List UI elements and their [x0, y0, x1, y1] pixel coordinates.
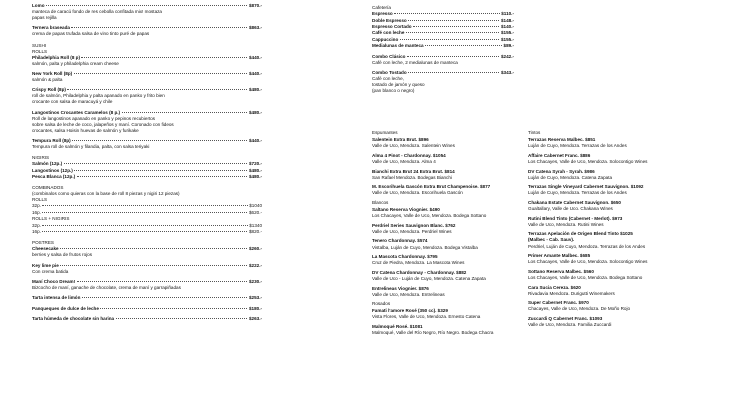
menu-item: [372, 11, 514, 17]
menu-item: [32, 295, 262, 301]
wine-origin: Vistalba, Luján de Cuyo, Mendoza. Bodega Vistalba: [372, 244, 478, 250]
wine-section-title: Tintos: [528, 130, 541, 135]
menu-item-description: roll de salmón, Philadelphia y palta apanado en panko y frito bien: [32, 93, 165, 99]
wine-item: [372, 169, 512, 181]
menu-item-row: [32, 210, 262, 216]
menu-item-name: Combo Clásico: [372, 53, 406, 59]
menu-item-description: Tempura roll de salmón y filandia, palta, con salsa teriyaki: [32, 144, 150, 150]
wine-name: Sottano Reserva Malbec. $560: [528, 268, 594, 274]
menu-item-price: $230.-: [248, 278, 262, 284]
wine-item: [528, 216, 668, 228]
wine-item: [528, 300, 668, 312]
menu-item-row: [32, 295, 262, 301]
menu-item: [32, 210, 262, 216]
menu-item-name: Langostinos (12p.): [32, 167, 73, 173]
dot-leader: [42, 225, 247, 226]
dot-leader: [394, 13, 500, 14]
wine-origin: Luján de Cuyo, Mendoza. Terrazas de los Andes: [528, 143, 627, 149]
section-heading-line: COMBINADOS: [32, 185, 64, 191]
menu-item-name: Panqueques de dulce de leche: [32, 305, 99, 311]
menu-item: [32, 174, 262, 180]
menu-column-food: [32, 3, 262, 326]
menu-item-price: $110.-: [501, 11, 514, 17]
menu-item: [32, 306, 262, 312]
menu-item-name: Espresso: [372, 11, 393, 17]
menu-item-description: manteca de caracú fondo de res cebolla confitada mix! mostaza: [32, 9, 162, 15]
menu-item-description: berries y salsa de frutos rojos: [32, 252, 92, 258]
menu-item-name: Tarta intensa de limón: [32, 295, 81, 301]
wine-origin: Valle de Uco, Mendoza. Escorihuela Gascón: [372, 190, 463, 196]
wine-name: Zuccardi Q Cabernet Franc. $1093: [528, 316, 603, 322]
menu-item-description: salmón & palta: [32, 77, 63, 82]
wine-name: Affaire Cabernet Franc. $886: [528, 152, 591, 158]
menu-item-name: Key lime pie: [32, 262, 59, 268]
wine-origin: Vista Flores, Valle de Uco, Mendoza. Ernesto Catena: [372, 314, 481, 320]
wine-name: Salentein Extra Brut. $896: [372, 137, 429, 143]
wine-name: La Mascota Chardonnay. $795: [372, 254, 438, 260]
dot-leader: [425, 45, 502, 46]
menu-item-name: Philadelphia Roll (8 p): [32, 54, 80, 60]
menu-item: [372, 30, 514, 36]
wine-item: [372, 324, 512, 336]
dot-leader: [46, 5, 247, 6]
dot-leader: [71, 27, 247, 28]
menu-item-price: $140.-: [500, 23, 514, 29]
dot-leader: [72, 140, 247, 141]
menu-item-price: $480.-: [248, 167, 262, 173]
menu-item-name: 32p.: [32, 203, 41, 209]
wine-item: [372, 270, 512, 282]
wine-origin: San Rafael Mendoza. Bodegas Bianchi: [372, 174, 452, 180]
menu-item-description: Café con leche,: [372, 75, 404, 81]
menu-item: [32, 3, 262, 21]
menu-item: [32, 168, 262, 174]
menu-item-price: $1340: [249, 222, 262, 228]
wine-item: [372, 184, 512, 196]
menu-item-price: $480.-: [248, 174, 262, 180]
menu-item-name: Tarta húmeda de chocolate sin harina: [32, 315, 115, 321]
menu-item-row: [32, 216, 262, 222]
menu-item-price: $89.-: [503, 43, 514, 49]
wine-name: Cara Sucia Cereza. $620: [528, 284, 581, 290]
menu-item-name: Combo Tostado: [372, 69, 407, 75]
wine-name: Super Cabernet Franc. $970: [528, 300, 589, 306]
menu-column-wines-white: [372, 130, 512, 340]
wine-name: Terrazas Reserva Malbec. $851: [528, 137, 596, 143]
menu-item: [32, 229, 262, 235]
section-heading-line: ROLLS: [32, 48, 48, 54]
wine-item: [528, 137, 668, 149]
wine-name: Chakana Estate Cabernet Sauvignon. $650: [528, 199, 621, 205]
menu-item-row: [32, 306, 262, 312]
wine-origin: Valle de Uco, Mendoza. Salentein Wines: [372, 143, 455, 149]
wine-name: Rutini Blend Tinto (Cabernet - Merlot). $973: [528, 215, 623, 221]
wine-item: [528, 285, 668, 297]
wine-origin: Valle de Uco, Mendoza. Alma 4: [372, 158, 436, 164]
menu-item-name: 16p.: [32, 229, 41, 235]
menu-item-price: $222.-: [248, 262, 262, 268]
section-heading-line: ROLLS: [32, 197, 48, 203]
menu-item-name: Café con leche: [372, 30, 405, 36]
menu-item: [32, 279, 262, 291]
menu-item-price: $620.-: [248, 209, 262, 215]
wine-item: [528, 253, 668, 265]
menu-item-name: Espresso Cortado: [372, 23, 412, 29]
menu-item-row: [32, 316, 262, 322]
dot-leader: [74, 170, 247, 171]
menu-item-price: $440.-: [248, 54, 262, 60]
menu-item-row: [372, 18, 514, 24]
menu-item-price: $155.-: [500, 30, 514, 36]
menu-item-row: [372, 24, 514, 30]
menu-column-wines-red: [528, 130, 668, 332]
wine-subsection-title: Blancos: [372, 199, 389, 205]
section-heading-line: NIGIRIS: [32, 155, 50, 161]
wine-origin: Valle de Uco, Mendoza. Rutini Wines: [528, 221, 604, 227]
dot-leader: [42, 231, 247, 232]
wine-item: [372, 137, 512, 149]
wine-item: [372, 223, 512, 235]
section-heading-line: (combinalos como quieras con la base de roll 8 piezas y nigiri 12 piezas): [32, 191, 180, 197]
wine-name: Alma 4 Pinot - Chardonnay. $1054: [372, 152, 446, 158]
menu-item-price: $720.-: [248, 161, 262, 167]
wine-item: [528, 200, 668, 212]
menu-item-description: Bizcocho de maní, ganache de chocolate, crema de maní y garrapiñadas: [32, 285, 181, 291]
wine-item: [372, 238, 512, 250]
menu-item-price: $155.-: [500, 36, 514, 42]
menu-item-row: [32, 174, 262, 180]
menu-item-name: Pesca Blanca (12p.): [32, 174, 76, 180]
menu-item: [372, 70, 514, 94]
dot-leader: [122, 112, 248, 113]
menu-item-price: $480.-: [248, 109, 262, 115]
menu-item: [32, 316, 262, 322]
menu-item-description: sobre salsa de leche de coco, jalapeños y maní. Coronado con fideos: [32, 121, 174, 127]
dot-leader: [60, 248, 247, 249]
menu-item: [32, 223, 262, 229]
wine-varietal: (Malbec - Cab. Sauv).: [528, 237, 575, 243]
wine-origin: Valle de Uco, Mendoza. Familia Zuccardi: [528, 322, 612, 328]
menu-item-name: Medialunas de manteca: [372, 43, 424, 49]
menu-item: [32, 25, 262, 37]
menu-item: [372, 18, 514, 24]
menu-item-price: $1040: [249, 203, 262, 209]
wine-origin: Luján de Cuyo, Mendoza. Catena Zapata: [528, 174, 613, 180]
menu-item-name: Salmón (12p.): [32, 161, 63, 167]
wine-item: [372, 286, 512, 298]
dot-leader: [408, 72, 499, 73]
wine-origin: Rivadavia Mendoza. Durigutti Winemakers: [528, 290, 615, 296]
wine-name: Tenero Chardonnay. $574: [372, 238, 428, 244]
menu-item-name: Langostinos Crocantes Caramelos (8 p.): [32, 109, 121, 115]
menu-item: [32, 246, 262, 258]
section-heading-line: SUSHI: [32, 42, 47, 48]
section-heading: [32, 43, 262, 55]
wine-name: Famati l'amore Rosé (350 cc). $329: [372, 308, 448, 314]
wine-origin: Chacayes, Valle de Uco, Mendoza. De Moño Rojo: [528, 306, 631, 312]
menu-item-price: $148.-: [500, 17, 514, 23]
wine-name: Saltano Reserva Viognier. $490: [372, 207, 440, 212]
menu-item-price: $343.-: [500, 69, 514, 75]
menu-item-name: Ternera braseada: [32, 25, 70, 31]
menu-item: [32, 110, 262, 134]
wine-item: [372, 308, 512, 320]
menu-item: [372, 43, 514, 49]
wine-origin: Luján de Cuyo, Mendoza. Terrazas de los Andes: [528, 190, 627, 196]
wine-origin: Los Chacayes, Valle de Uco, Mendoza. Solocontigo Wines: [528, 259, 648, 265]
dot-leader: [60, 265, 247, 266]
menu-item: [32, 161, 262, 167]
wine-item: [372, 254, 512, 266]
menu-item-description: Con crema batida: [32, 268, 69, 274]
menu-item-name: 16p.: [32, 209, 41, 215]
dot-leader: [82, 297, 248, 298]
menu-item: [32, 55, 262, 67]
dot-leader: [77, 281, 248, 282]
dot-leader: [67, 89, 247, 90]
wine-item: [528, 153, 668, 165]
wine-subsection-title: Rosados: [372, 301, 391, 307]
menu-item-price: $263.-: [248, 315, 262, 321]
wine-origin: Valle de Uco - Luján de Cuyo, Mendoza. Catena Zapata: [372, 275, 486, 281]
wine-name: Malmoqué Rosé. $1081: [372, 324, 423, 330]
menu-item-row: [372, 37, 514, 43]
menu-item: [32, 203, 262, 209]
menu-item-description: crocantes, salsa Hoisin huevas de salmón y furikake: [32, 127, 139, 133]
wine-item: [528, 184, 668, 196]
wine-origin: Los Chacayes, Valle de Uco, Mendoza. Bodega Sottano: [372, 213, 487, 219]
dot-leader: [74, 73, 248, 74]
wine-name: Entrelineas Viognier. $876: [372, 285, 429, 291]
wine-item: [528, 169, 668, 181]
wine-origin: Perdriel, Luján de Cuyo, Mendoza. Terrazas de los Andes: [528, 243, 646, 249]
menu-item-row: [32, 161, 262, 167]
dot-leader: [413, 26, 499, 27]
section-heading: [32, 185, 262, 203]
menu-column-cafeteria: [372, 3, 514, 98]
menu-item: [32, 87, 262, 105]
wine-section-title: Espumantes: [372, 130, 398, 135]
menu-item: [32, 138, 262, 150]
menu-item-row: [372, 30, 514, 36]
wine-name: DV Catena Syrah - Syrah. $986: [528, 168, 595, 174]
menu-item-row: [32, 168, 262, 174]
menu-item-price: $863.-: [248, 25, 262, 31]
menu-item-row: [372, 43, 514, 49]
wine-origin: Los Chacayes, Valle de Uco, Mendoza. Bodega Sottano: [528, 274, 643, 280]
wine-item: [372, 153, 512, 165]
menu-item: [32, 263, 262, 275]
dot-leader: [81, 57, 247, 58]
menu-item-name: Crispy Roll (8p): [32, 87, 66, 93]
menu-item-price: $440.-: [248, 138, 262, 144]
menu-item-description: Café con leche, 2 medialunas de manteca: [372, 59, 458, 65]
menu-item-row: [32, 223, 262, 229]
wine-name: Primer Amante Malbec. $685: [528, 253, 591, 259]
dot-leader: [100, 308, 247, 309]
dot-leader: [77, 176, 248, 177]
menu-item-description: tostado de jamón y queso: [372, 82, 425, 88]
wine-origin: Valle de Uco, Mendoza. Perdriel Wines: [372, 228, 452, 234]
menu-item-name: Maní Choco Dream!: [32, 278, 76, 284]
wine-origin: Gualtallary, Valle de Uco. Chakana Wines: [528, 206, 613, 211]
dot-leader: [406, 32, 500, 33]
dot-leader: [64, 163, 248, 164]
dot-leader: [42, 205, 247, 206]
menu-item-price: $180.-: [248, 305, 262, 311]
menu-item-name: 32p.: [32, 222, 41, 228]
dot-leader: [408, 20, 499, 21]
menu-item-name: Doble Espresso: [372, 17, 407, 23]
dot-leader: [42, 212, 247, 213]
menu-item-name: Cappuccino: [372, 36, 399, 42]
menu-item-price: $440.-: [248, 70, 262, 76]
wine-name: M. Escorihuela Gascón Extra Brut Champenoise. $877: [372, 184, 491, 190]
wine-item: [528, 231, 668, 249]
menu-item-description: (pan blanco o negro): [372, 88, 415, 94]
menu-item-description: Roll de langostinos apanado en panko y pepinos recubiertos: [32, 115, 156, 121]
menu-item-row: [372, 11, 514, 17]
menu-item-name: New York Roll (8p): [32, 70, 73, 76]
wine-name: Terrazas Apelación de Origen Blend Tinto $1025: [528, 231, 633, 237]
menu-item: [32, 216, 262, 222]
menu-item-price: $480.-: [248, 87, 262, 93]
wine-origin: Los Chacayes, Valle de Uco, Mendoza. Solocontigo Wines: [528, 158, 648, 164]
menu-item-price: $870.-: [248, 3, 262, 8]
wine-name: Perdriel Series Sauvignon Blanc. $762: [372, 222, 456, 228]
menu-item-description: crocante con salsa de maracuyá y chile: [32, 99, 113, 105]
menu-item: [372, 24, 514, 30]
menu-item-name: ROLLS + NIGIRIS: [32, 216, 70, 222]
wine-name: DV Catena Chardonnay - Chardonnay. $882: [372, 269, 467, 275]
menu-item-price: $260.-: [248, 246, 262, 252]
section-heading-line: POSTRES: [32, 240, 54, 246]
wine-name: Terrazas Single Vineyard Cabernet Sauvignon. $1092: [528, 184, 644, 190]
wine-origin: Malmoqué, Valle del Río Negro, Río Negro. Bodega Chacra: [372, 330, 494, 336]
menu-item: [372, 37, 514, 43]
menu-item-row: [32, 229, 262, 235]
menu-item-name: Lomo: [32, 3, 45, 8]
menu-item-description: crema de papas trufada salsa de vino tinto puré de papas: [32, 31, 150, 37]
menu-item-name: Cheesecake: [32, 246, 59, 252]
wine-origin: Valle de Uco, Mendoza. Entrelineas: [372, 291, 445, 297]
menu-item-price: $820.-: [248, 229, 262, 235]
menu-item: [32, 71, 262, 83]
section-heading-line: Cafetería: [372, 5, 391, 10]
menu-item-description: papas rejilla: [32, 15, 57, 21]
wine-name: Bianchi Extra Brut 24 Extra Brut. $814: [372, 168, 455, 174]
menu-item-description: salmón, palta y philadelphia cream cheese: [32, 60, 119, 66]
menu-item-name: Tempura Roll (8p): [32, 138, 71, 144]
wine-item: [528, 269, 668, 281]
menu-item-price: $253.-: [248, 295, 262, 301]
dot-leader: [116, 318, 248, 319]
dot-leader: [400, 39, 500, 40]
wine-item: [528, 316, 668, 328]
menu-item-price: $242.-: [500, 53, 514, 59]
menu-item: [372, 54, 514, 66]
wine-origin: Cruz de Piedra, Mendoza. La Mascota Wines: [372, 260, 465, 266]
dot-leader: [407, 56, 500, 57]
menu-item-row: [32, 203, 262, 209]
wine-item: [372, 207, 512, 219]
